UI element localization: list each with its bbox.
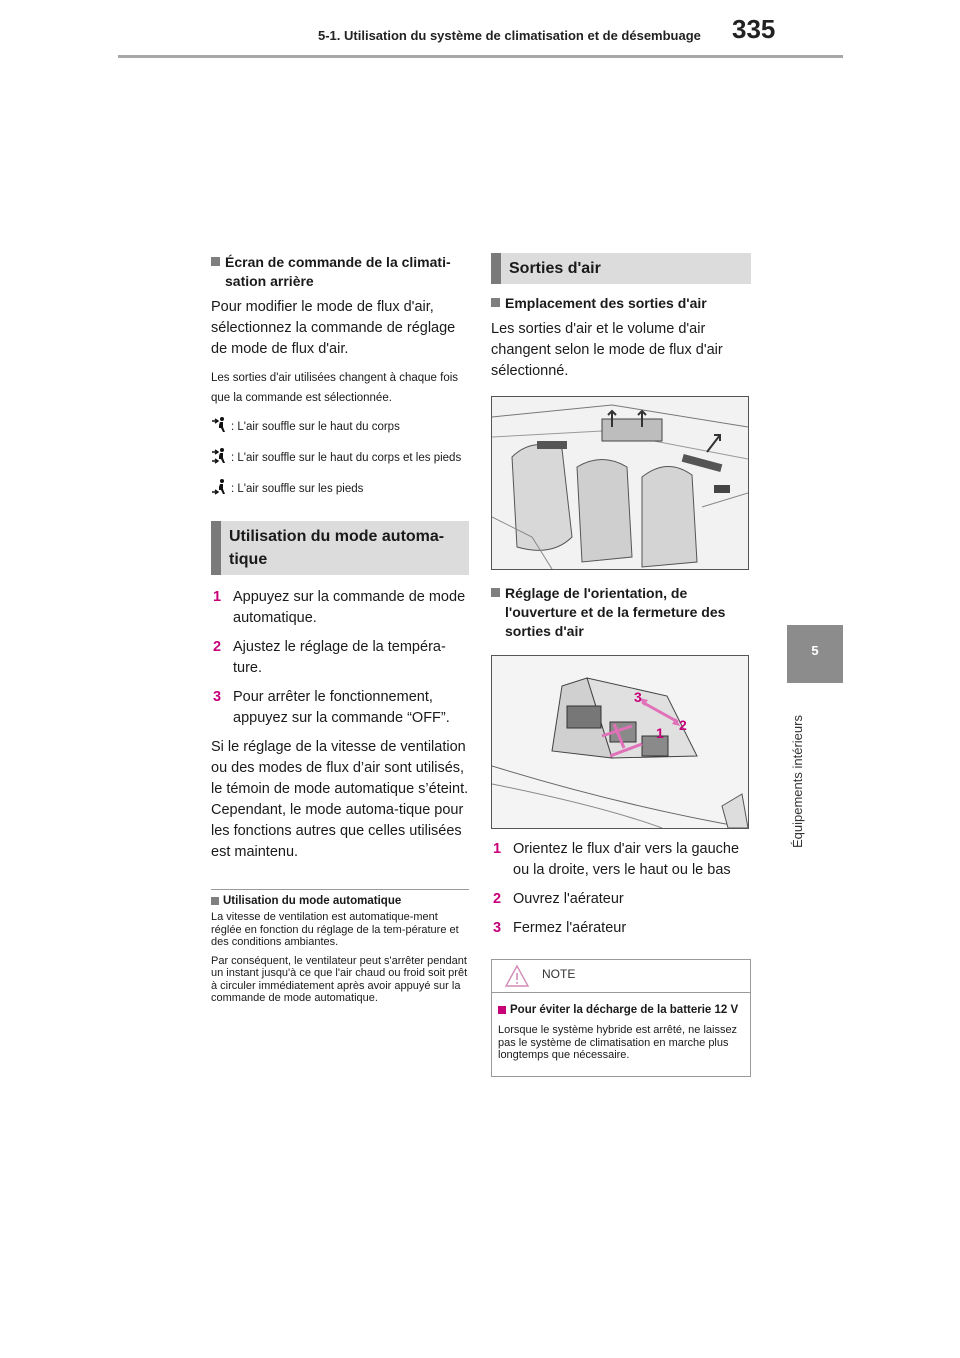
step-text: Pour arrêter le fonctionnement, appuyez sur la commande “OFF”. (233, 689, 450, 726)
auto-step-1 (211, 587, 469, 629)
note-box-header (492, 960, 750, 993)
step-text: Ajustez le réglage de la tempéra-ture. (233, 639, 446, 676)
right-column (491, 253, 751, 1077)
note-box (491, 959, 751, 1077)
mode-upper-text: : L'air souffle sur le haut du corps (231, 421, 400, 433)
note-label: NOTE (542, 967, 576, 981)
square-bullet-icon (491, 588, 500, 597)
chapter-heading: 5-1. Utilisation du système de climatisation et de désembuage (318, 28, 701, 43)
air-outlets-section-title: Sorties d'air (491, 253, 751, 284)
outlet-adjust-heading (491, 584, 751, 641)
step-number: 2 (493, 891, 502, 907)
air-feet-icon (211, 478, 229, 496)
header-rule (118, 55, 843, 58)
chapter-tab-label (788, 690, 810, 850)
chapter-tab-label-text: Équipements intérieurs (790, 715, 805, 848)
step-text: Ouvrez l'aérateur (513, 891, 624, 907)
step-text: Fermez l'aérateur (513, 920, 627, 936)
note-heading (498, 1003, 742, 1018)
note-text: Lorsque le système hybride est arrêté, ne laissez pas le système de climatisation en marche plus longtemps que nécessaire. (498, 1024, 738, 1061)
auto-mode-note-p2: Par conséquent, le ventilateur peut s'arrêter pendant un instant jusqu'à ce que l'air chaud ou froid soit prêt à circuler immédiatement après avoir appuyé sur la commande de mode automatique. (211, 954, 468, 1004)
adjust-step-3 (491, 918, 751, 939)
callout-1: 1 (656, 725, 664, 741)
mode-upper-feet-text: : L'air souffle sur le haut du corps et les pieds (231, 452, 462, 464)
outlet-adjust-heading-text: Réglage de l'orientation, de l'ouverture et de la fermeture des sorties d'air (505, 585, 726, 639)
square-bullet-icon (491, 298, 500, 307)
square-bullet-icon (211, 257, 220, 266)
outlet-location-heading-text: Emplacement des sorties d'air (505, 295, 707, 311)
chapter-tab: 5 (787, 625, 843, 683)
auto-mode-note-p1: La vitesse de ventilation est automatique-ment réglée en fonction du réglage de la tem-pérature et des conditions ambiantes. (211, 911, 459, 948)
vent-adjust-illustration (491, 655, 749, 829)
callout-3: 3 (634, 689, 642, 705)
step-text: Orientez le flux d'air vers la gauche ou la droite, vers le haut ou le bas (513, 841, 740, 878)
adjust-step-2 (491, 889, 751, 910)
auto-mode-paragraph: Si le réglage de la vitesse de ventilation ou des modes de flux d’air sont utilisés, le témoin de mode automatique s’éteint. Cependant, le mode automa-tique pour les fonctions autres que celles utilisées est maintenu. (211, 739, 469, 860)
cabin-outlets-illustration (491, 396, 749, 570)
rear-screen-paragraph: Pour modifier le mode de flux d'air, sélectionnez la commande de réglage de mode de flux d'air. (211, 299, 456, 357)
step-number: 1 (213, 589, 222, 605)
step-text: Appuyez sur la commande de mode automatique. (233, 589, 466, 626)
rear-screen-note: Les sorties d'air utilisées changent à chaque fois que la commande est sélectionnée. (211, 372, 459, 404)
rear-screen-heading (211, 253, 469, 291)
mode-row-upper (211, 416, 469, 437)
note-heading-text: Pour éviter la décharge de la batterie 12 V (510, 1004, 739, 1016)
vent-closeup-drawing (492, 656, 748, 828)
auto-step-2 (211, 637, 469, 679)
air-upper-body-feet-icon (211, 447, 229, 465)
auto-mode-note-heading (211, 894, 469, 909)
square-bullet-icon (498, 1006, 506, 1014)
note-divider (211, 889, 469, 890)
left-column (211, 253, 469, 1011)
square-bullet-icon (211, 897, 219, 905)
adjust-step-1 (491, 839, 751, 881)
mode-row-upper-feet (211, 447, 469, 468)
auto-mode-note-heading-text: Utilisation du mode automatique (223, 895, 402, 907)
step-number: 3 (493, 920, 502, 936)
step-number: 3 (213, 689, 222, 705)
auto-step-3 (211, 687, 469, 729)
mode-feet-text: : L'air souffle sur les pieds (231, 483, 364, 495)
auto-mode-section-title: Utilisation du mode automa-tique (211, 521, 469, 575)
air-upper-body-icon (211, 416, 229, 434)
warning-triangle-icon (504, 964, 530, 988)
step-number: 2 (213, 639, 222, 655)
cabin-interior-drawing (492, 397, 748, 569)
outlet-location-paragraph: Les sorties d'air et le volume d'air changent selon le mode de flux d'air sélectionné. (491, 321, 723, 379)
outlet-location-heading (491, 294, 751, 313)
mode-row-feet (211, 478, 469, 499)
callout-2: 2 (679, 717, 687, 733)
page-number: 335 (732, 14, 776, 44)
rear-screen-heading-text: Écran de commande de la climati-sation arrière (225, 254, 451, 289)
step-number: 1 (493, 841, 502, 857)
